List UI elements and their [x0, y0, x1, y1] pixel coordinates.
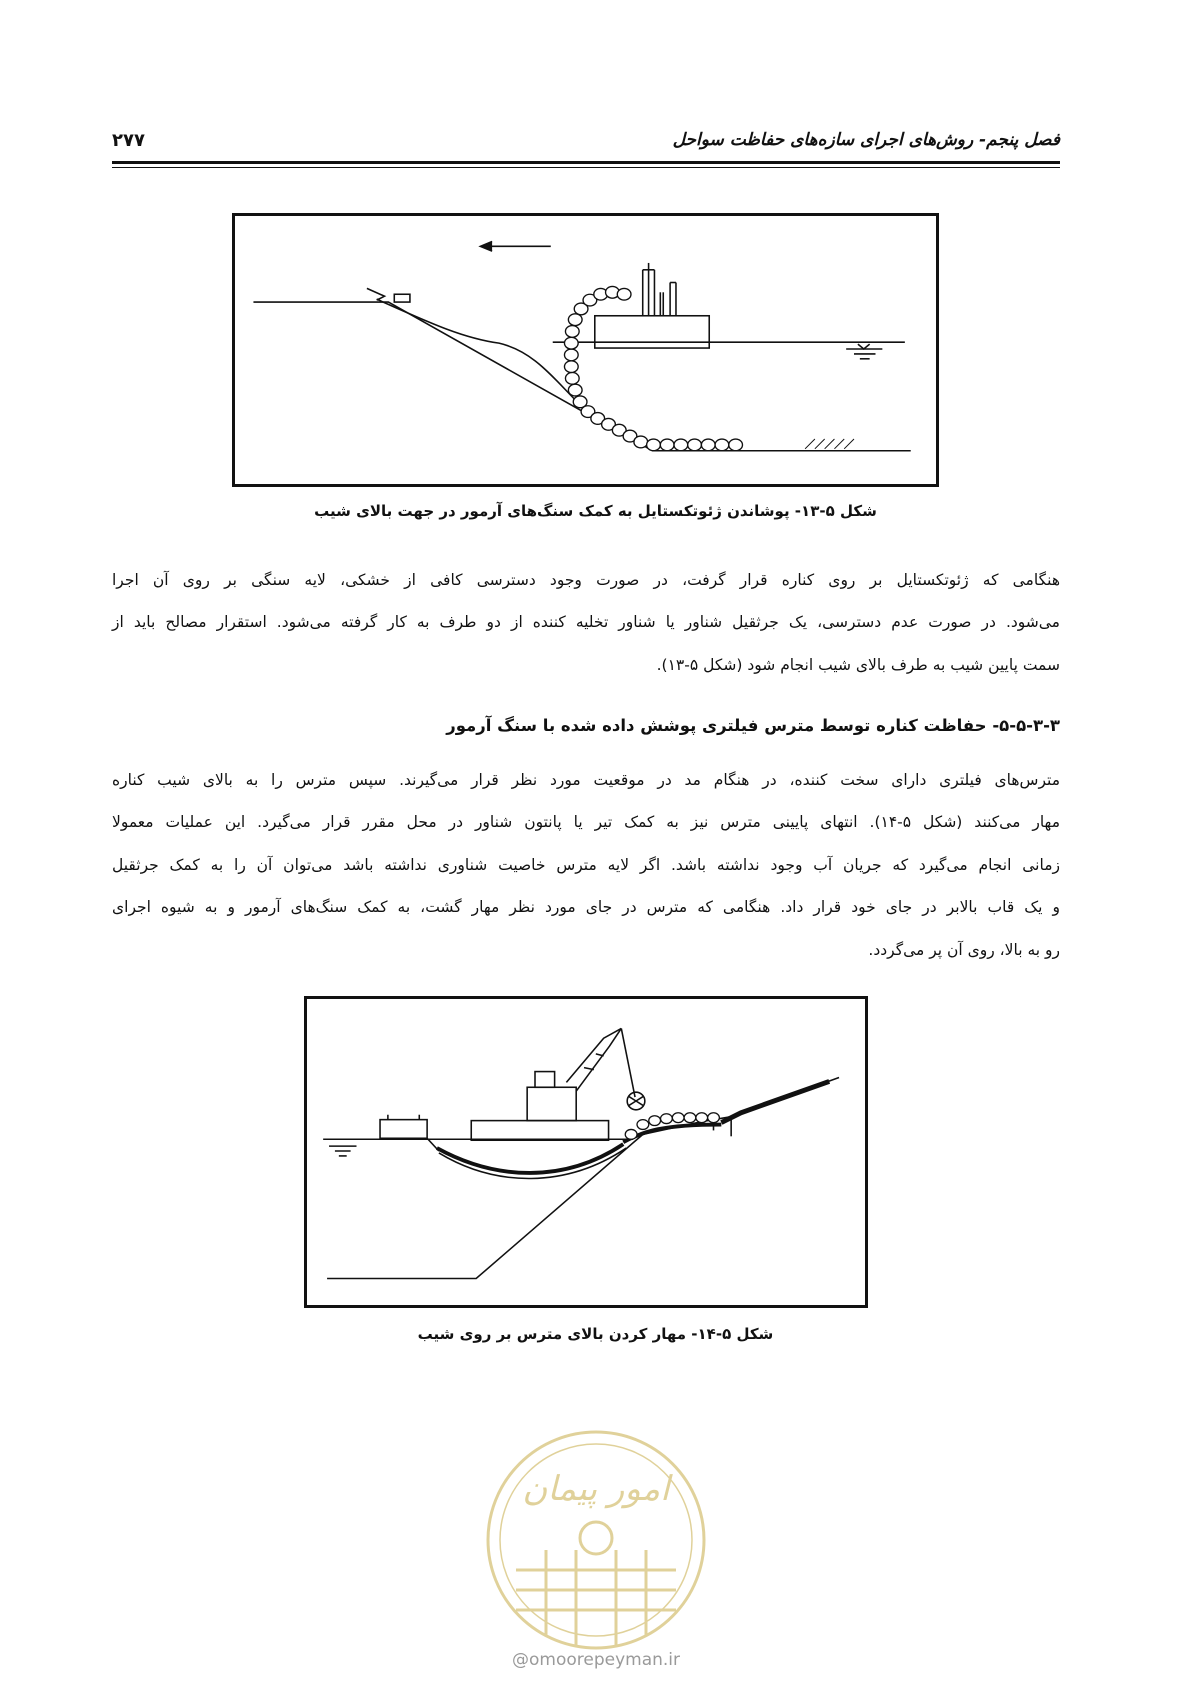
header-rule-thin	[112, 167, 1060, 168]
figure-5-14	[304, 996, 868, 1308]
chapter-title: فصل پنجم- روش‌های اجرای سازه‌های حفاظت سواحل	[672, 130, 1060, 150]
paragraph-1-line-2: می‌شود. در صورت عدم دسترسی، یک جرثقیل شناور یا شناور تخلیه کننده از دو طرف به کار گرفته می‌شود. استقرار مصالح باید از	[112, 613, 1060, 631]
section-heading: ۵-۵-۳-۳- حفاظت کناره توسط مترس فیلتری پوشش داده شده با سنگ آرمور	[446, 716, 1060, 735]
figure-5-13-drawing	[235, 216, 936, 484]
paragraph-2-line-2: مهار می‌کنند (شکل ۵-۱۴). انتهای پایینی مترس نیز به کمک تیر یا پانتون شناور در محل مقرر قرار می‌گیرد. این عملیات معمولا	[112, 813, 1060, 831]
paragraph-1-line-3: سمت پایین شیب به طرف بالای شیب انجام شود (شکل ۵-۱۳).	[656, 656, 1060, 674]
paragraph-1-line-1: هنگامی که ژئوتکستایل بر روی کناره قرار گرفت، در صورت وجود دسترسی کافی از خشکی، لایه سنگی بر روی آن اجرا	[112, 571, 1060, 589]
paragraph-2-line-5: رو به بالا، روی آن پر می‌گردد.	[868, 941, 1060, 959]
figure-5-13-caption: شکل ۵-۱۳- پوشاندن ژئوتکستایل به کمک سنگ‌های آرمور در جهت بالای شیب	[314, 502, 877, 520]
header-rule-thick	[112, 161, 1060, 164]
paragraph-2-line-3: زمانی انجام می‌گیرد که جریان آب وجود نداشته باشد. اگر لایه مترس خاصیت شناوری نداشته باشد می‌توان آن را به کمک جرثقیل	[112, 856, 1060, 874]
paragraph-2-line-4: و یک قاب بالابر در جای خود قرار داد. هنگامی که مترس در جای مورد نظر مهار گشت، به کمک سنگ‌های آرمور و به شیوه اجرای	[112, 898, 1060, 916]
watermark-url: @omoorepeyman.ir	[511, 1650, 681, 1670]
figure-5-14-caption: شکل ۵-۱۴- مهار کردن بالای مترس بر روی شیب	[417, 1325, 774, 1343]
page-number: ۲۷۷	[112, 130, 145, 151]
figure-5-14-drawing	[307, 999, 865, 1305]
watermark-logo	[476, 1420, 716, 1680]
figure-5-13	[232, 213, 939, 487]
paragraph-2-line-1: مترس‌های فیلتری دارای سخت کننده، در هنگام مد در موقعیت مورد نظر قرار می‌گیرند. سپس مترس را به بالای شیب کناره	[112, 771, 1060, 789]
watermark-logo-text: امور پیمان	[522, 1469, 670, 1509]
